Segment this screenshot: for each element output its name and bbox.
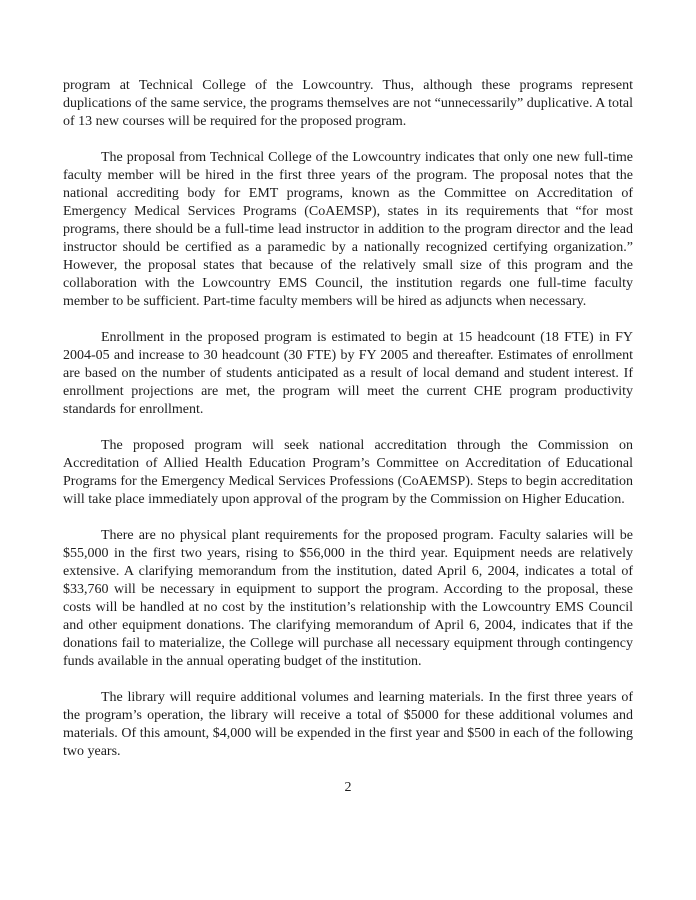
paragraph-faculty-proposal: The proposal from Technical College of the Lowcountry indicates that only one new full-time faculty member will be hired in the first three years of the program. The proposal notes that the national accrediting body for EMT programs, known as the Committee on Accreditation of Emergency Medical Services Programs (CoAEMSP), states in its requirements that “for most programs, there should be a full-time lead instructor in addition to the program director and the lead instructor should be certified as a paramedic by a nationally recognized certifying organization.” However, the proposal states that because of the relatively small size of this program and the collaboration with the Lowcountry EMS Council, the institution regards one full-time faculty member to be sufficient. Part-time faculty members will be hired as adjuncts when necessary.	[63, 150, 633, 309]
paragraph-accreditation: The proposed program will seek national accreditation through the Commission on Accreditation of Allied Health Education Program’s Committee on Accreditation of Educational Programs for the Emergency Medical Services Professions (CoAEMSP). Steps to begin accreditation will take place immediately upon approval of the program by the Commission on Higher Education.	[63, 438, 633, 507]
paragraph-duplication: program at Technical College of the Lowcountry. Thus, although these programs represent duplications of the same service, the programs themselves are not “unnecessarily” duplicative. A total of 13 new courses will be required for the proposed program.	[63, 78, 633, 129]
paragraph-library: The library will require additional volumes and learning materials. In the first three years of the program’s operation, the library will receive a total of $5000 for these additional volumes and materials. Of this amount, $4,000 will be expended in the first year and $500 in each of the following two years.	[63, 690, 633, 759]
paragraph-physical-plant: There are no physical plant requirements for the proposed program. Faculty salaries will be $55,000 in the first two years, rising to $56,000 in the third year. Equipment needs are relatively extensive. A clarifying memorandum from the institution, dated April 6, 2004, indicates a total of $33,760 will be necessary in equipment to support the program. According to the proposal, these costs will be handled at no cost by the institution’s relationship with the Lowcountry EMS Council and other equipment donations. The clarifying memorandum of April 6, 2004, indicates that if the donations fail to materialize, the College will purchase all necessary equipment through contingency funds available in the annual operating budget of the institution.	[63, 528, 633, 669]
page-number: 2	[344, 780, 352, 795]
paragraph-enrollment: Enrollment in the proposed program is estimated to begin at 15 headcount (18 FTE) in FY 2004-05 and increase to 30 headcount (30 FTE) by FY 2005 and thereafter. Estimates of enrollment are based on the number of students anticipated as a result of local demand and student interest. If enrollment projections are met, the program will meet the current CHE program productivity standards for enrollment.	[63, 330, 633, 417]
